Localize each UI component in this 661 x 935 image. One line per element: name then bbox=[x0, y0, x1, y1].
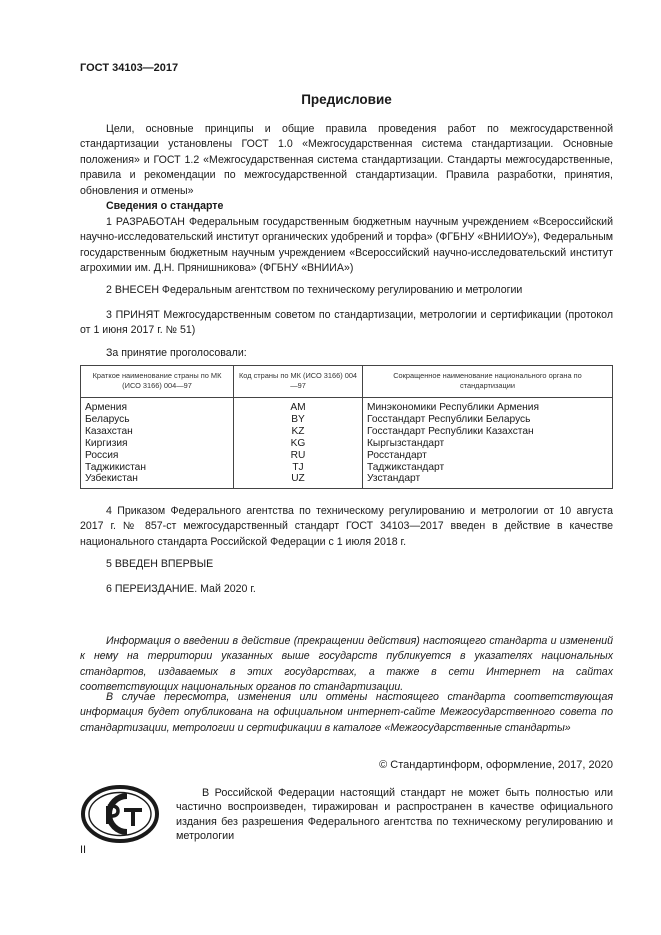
page-number: II bbox=[80, 844, 87, 856]
body-cell: Госстандарт Республики Казахстан bbox=[363, 426, 613, 438]
code-cell: RU bbox=[234, 450, 363, 462]
body-cell: Узстандарт bbox=[363, 473, 613, 488]
code-cell: BY bbox=[234, 414, 363, 426]
page-title: Предисловие bbox=[301, 92, 392, 107]
code-cell: UZ bbox=[234, 473, 363, 488]
standard-info-heading: Сведения о стандарте bbox=[106, 200, 224, 212]
code-cell: TJ bbox=[234, 462, 363, 474]
item-reissue: 6 ПЕРЕИЗДАНИЕ. Май 2020 г. bbox=[106, 583, 256, 595]
item-introduced: 2 ВНЕСЕН Федеральным агентством по техническому регулированию и метрологии bbox=[106, 284, 523, 296]
rst-certification-mark-icon bbox=[80, 784, 160, 844]
item-order: 4 Приказом Федерального агентства по техническому регулированию и метрологии от 10 августа 2017 г. № 857-ст межгосударственный стандарт ГОСТ 34103—2017 введен в действие в качестве национального стандарта Российской Федерации с 1 июля 2018 г. bbox=[80, 505, 613, 548]
table-row bbox=[81, 426, 613, 438]
country-cell: Казахстан bbox=[81, 426, 234, 438]
table-row bbox=[81, 398, 613, 414]
voting-table bbox=[80, 365, 613, 489]
column-header-code: Код страны по МК (ИСО 3166) 004—97 bbox=[234, 366, 363, 398]
body-cell: Таджикстандарт bbox=[363, 462, 613, 474]
info-paragraph-1: Информация о введении в действие (прекращении действия) настоящего стандарта и изменений к нему на территории указанных выше государств публикуется в указателях национальных стандартов, издаваемых в этих государствах, а также в сети Интернет на сайтах соответствующих национальных органов по стандартизации. bbox=[80, 635, 613, 694]
item-developed: 1 РАЗРАБОТАН Федеральным государственным бюджетным научным учреждением «Всероссийский научно-исследовательский институт органических удобрений и торфа» (ФГБНУ «ВНИИОУ»), Федеральным государственным бюджетным научным учреждением «Всероссийский научно-исследовательский институт агрохимии им. Д.Н. Прянишникова» (ФГБНУ «ВНИИА») bbox=[80, 216, 613, 275]
document-code: ГОСТ 34103—2017 bbox=[80, 62, 179, 74]
vote-intro: За принятие проголосовали: bbox=[106, 347, 247, 359]
item-adopted: 3 ПРИНЯТ Межгосударственным советом по стандартизации, метрологии и сертификации (протокол от 1 июня 2017 г. № 51) bbox=[80, 309, 613, 337]
code-cell: KZ bbox=[234, 426, 363, 438]
code-cell: AM bbox=[234, 398, 363, 414]
country-cell: Беларусь bbox=[81, 414, 234, 426]
reproduction-notice: В Российской Федерации настоящий стандарт не может быть полностью или частично воспроизведен, тиражирован и распространен в качестве официального издания без разрешения Федерального агентства по техническому регулированию и метрологии bbox=[176, 787, 613, 843]
body-cell: Минэкономики Республики Армения bbox=[363, 398, 613, 414]
copyright-line: © Стандартинформ, оформление, 2017, 2020 bbox=[379, 759, 613, 771]
country-cell: Таджикистан bbox=[81, 462, 234, 474]
item-first-introduced: 5 ВВЕДЕН ВПЕРВЫЕ bbox=[106, 558, 214, 570]
body-cell: Госстандарт Республики Беларусь bbox=[363, 414, 613, 426]
country-cell: Армения bbox=[81, 398, 234, 414]
code-cell: KG bbox=[234, 438, 363, 450]
table-header-row bbox=[81, 366, 613, 398]
table-row bbox=[81, 450, 613, 462]
body-cell: Кыргызстандарт bbox=[363, 438, 613, 450]
table-row bbox=[81, 438, 613, 450]
column-header-body: Сокращенное наименование национального органа по стандартизации bbox=[363, 366, 613, 398]
intro-paragraph: Цели, основные принципы и общие правила проведения работ по межгосударственной стандартизации установлены ГОСТ 1.0 «Межгосударственная система стандартизации. Основные положения» и ГОСТ 1.2 «Межгосударственная система стандартизации. Стандарты межгосударственные, правила и рекомендации по межгосударственной стандартизации. Правила разработки, принятия, обновления и отмены» bbox=[80, 123, 613, 197]
table-row bbox=[81, 462, 613, 474]
body-cell: Росстандарт bbox=[363, 450, 613, 462]
country-cell: Узбекистан bbox=[81, 473, 234, 488]
info-paragraph-2: В случае пересмотра, изменения или отмены настоящего стандарта соответствующая информация будет опубликована на официальном интернет-сайте Межгосударственного совета по стандартизации, метрологии и сертификации в каталоге «Межгосударственные стандарты» bbox=[80, 691, 613, 734]
country-cell: Россия bbox=[81, 450, 234, 462]
table-row bbox=[81, 414, 613, 426]
country-cell: Киргизия bbox=[81, 438, 234, 450]
table-row bbox=[81, 473, 613, 488]
column-header-country: Краткое наименование страны по МК (ИСО 3166) 004—97 bbox=[81, 366, 234, 398]
